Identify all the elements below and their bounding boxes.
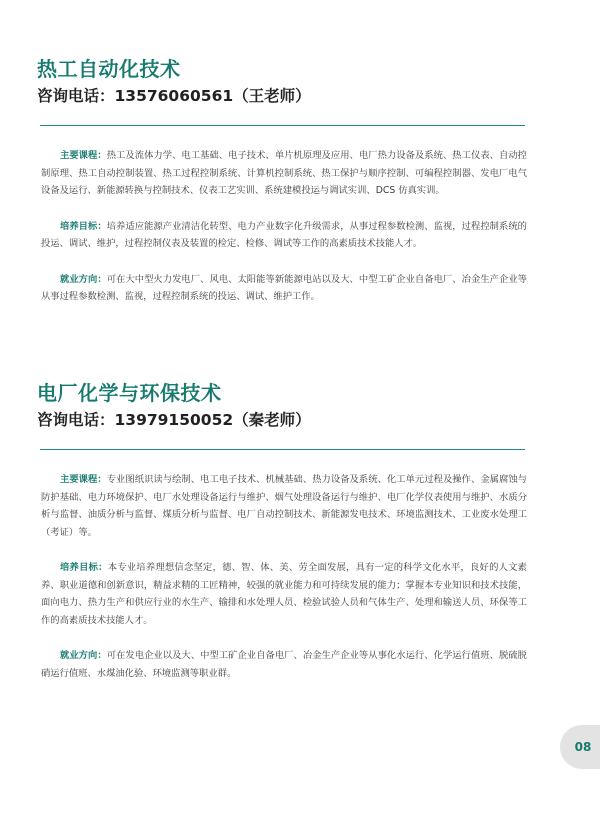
main-courses-paragraph <box>41 147 527 200</box>
paragraph-text: 可在发电企业以及大、中型工矿企业自备电厂、冶金生产企业等从事化水运行、化学运行值班、脱硫脱硝运行值班、水煤油化验、环境监测等职业群。 <box>41 650 527 679</box>
paragraph-text: 可在大中型火力发电厂、风电、太阳能等新能源电站以及大、中型工矿企业自备电厂、冶金生产企业等从事过程参数检测、监视，过程控制系统的投运、调试、维护工作。 <box>41 273 527 302</box>
paragraph-text: 本专业培养理想信念坚定，德、智、体、美、劳全面发展，具有一定的科学文化水平，良好的人文素养、职业道德和创新意识，精益求精的工匠精神，较强的就业能力和可持续发展的能力；掌握本专业知识和技术技能，面向电力、热力生产和供应行业的水生产、输排和水处理人员、检验试验人员和气体生产、处理和输送人员、环保等工作的高素质技术技能人才。 <box>41 562 527 626</box>
training-goal-paragraph <box>41 218 527 253</box>
paragraph-label: 主要课程： <box>60 150 107 161</box>
divider <box>40 125 525 126</box>
employment-paragraph <box>41 271 527 306</box>
paragraph-text: 培养适应能源产业清洁化转型、电力产业数字化升级需求，从事过程参数检测、监视，过程控制系统的投运、调试、维护，过程控制仪表及装置的检定、检修、调试等工作的高素质技术技能人才。 <box>41 220 527 249</box>
paragraph-label: 主要课程： <box>60 474 107 485</box>
section-thermal-automation <box>37 54 527 324</box>
section-body <box>37 471 527 682</box>
paragraph-label: 就业方向： <box>60 273 107 285</box>
paragraph-label: 培养目标： <box>60 220 107 232</box>
paragraph-text: 专业图纸识读与绘制、电工电子技术、机械基础、热力设备及系统、化工单元过程及操作、金属腐蚀与防护基础、电力环境保护、电厂水处理设备运行与维护、烟气处理设备运行与维护、电厂化学仪表使用与维护、水质分析与监督、油质分析与监督、煤质分析与监督、电厂自动控制技术、新能源发电技术、环境监测技术、工业废水处理工（考证）等。 <box>41 474 527 538</box>
employment-paragraph <box>41 647 527 682</box>
section-title: 电厂化学与环保技术 <box>37 381 222 405</box>
contact-phone: 咨询电话：13576060561（王老师） <box>37 87 311 105</box>
divider <box>40 449 525 450</box>
paragraph-label: 培养目标： <box>60 562 108 573</box>
training-goal-paragraph <box>41 559 527 629</box>
section-power-plant-chemistry <box>37 378 527 700</box>
section-title: 热工自动化技术 <box>37 57 181 81</box>
page-number: 08 <box>574 740 592 754</box>
section-body <box>37 147 527 306</box>
paragraph-label: 就业方向： <box>60 650 107 661</box>
page-number-tab <box>560 725 600 769</box>
paragraph-text: 热工及流体力学、电工基础、电子技术、单片机原理及应用、电厂热力设备及系统、热工仪表、自动控制原理、热工自动控制装置、热工过程控制系统、计算机控制系统、热工保护与顺序控制、可编程控制器、发电厂电气设备及运行、新能源转换与控制技术、仪表工艺实训、系统建模投运与调试实训、DCS 仿真实训。 <box>41 150 527 196</box>
main-courses-paragraph <box>41 471 527 541</box>
contact-phone: 咨询电话：13979150052（秦老师） <box>37 411 311 429</box>
